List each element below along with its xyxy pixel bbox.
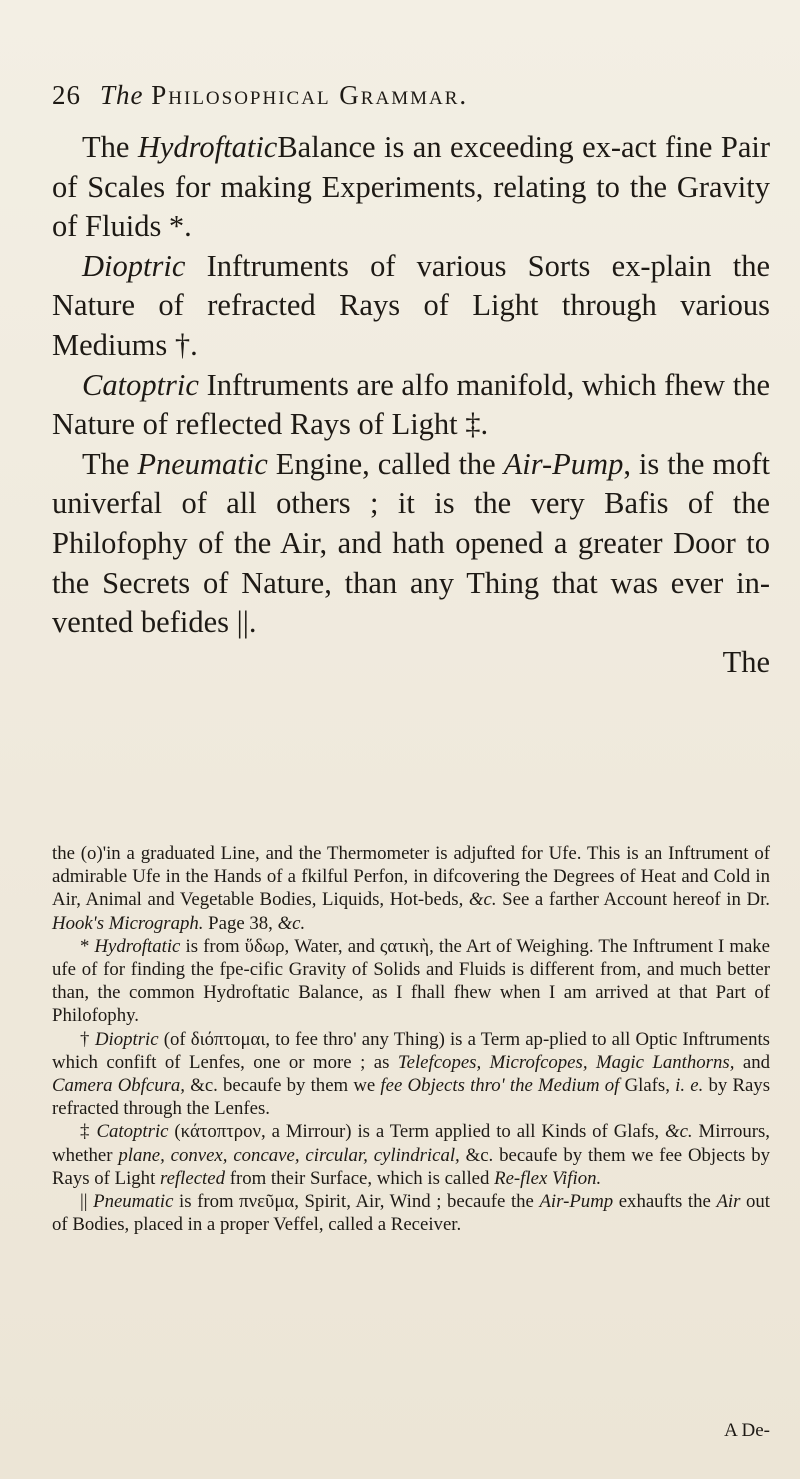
- running-head-the: The: [100, 80, 144, 110]
- footnote-dioptric: † Dioptric (of διόπτομαι, to fee thro' any Thing) is a Term ap-plied to all Optic Inftruments which confift of Lenfes, one or more ; as Telefcopes, Microfcopes, Magic Lanthorns, and Camera Obfcura, &c. becaufe by them we fee Objects thro' the Medium of Glafs, i. e. by Rays refracted through the Lenfes.: [52, 1028, 771, 1120]
- term-air-pump: Air-Pump: [503, 446, 624, 481]
- term-catoptric: Catoptric: [82, 367, 199, 402]
- footnote-catchword: A De-: [724, 1420, 770, 1441]
- footnote-hydrostatic: * Hydroftatic is from ὕδωρ, Water, and ςατικὴ, the Art of Weighing. The Inftrument I make ufe of for finding the fpe-cific Gravity of Solids and Fluids is different from, and much better than, the common Hydroftatic Balance, as I fhall fhew when I am arrived at that Part of Philofophy.: [52, 935, 771, 1027]
- term-hydrostatic: Hydroftatic: [137, 130, 278, 164]
- main-text: [52, 128, 770, 682]
- footnotes: [52, 842, 770, 1236]
- paragraph-pneumatic: The Pneumatic Engine, called the Air-Pump, is the moft univerfal of all others ; it is the very Bafis of the Philofophy of the Air, and hath opened a greater Door to the Secrets of Nature, than any Thing that was ever in-vented befides ||.: [52, 446, 770, 640]
- running-head: [100, 80, 468, 111]
- ref-hook-micrograph: Hook's Micrograph.: [52, 912, 204, 934]
- footnote-catoptric: ‡ Catoptric (κάτοπτρον, a Mirrour) is a Term applied to all Kinds of Glafs, &c. Mirrours, whether plane, convex, concave, circular, cylindrical, &c. becaufe by them we fee Objects by Rays of Light reflected from their Surface, which is called Re-flex Vifion.: [52, 1121, 770, 1189]
- term-dioptric: Dioptric: [82, 248, 186, 283]
- paragraph-catoptric: Catoptric Inftruments are alfo manifold, which fhew the Nature of reflected Rays of Light ‡.: [52, 367, 770, 442]
- page-number: 26: [52, 80, 81, 110]
- footnote-continued: the (o)'in a graduated Line, and the Thermometer is adjufted for Ufe. This is an Inftrument of admirable Ufe in the Hands of a fkilful Perfon, in difcovering the Degrees of Heat and Cold in Air, Animal and Vegetable Bodies, Liquids, Hot-beds, &c. See a farther Account hereof in Dr. Hook's Micrograph. Page 38, &c.: [52, 843, 771, 934]
- term-pneumatic: Pneumatic: [137, 446, 268, 481]
- paragraph-hydrostatic: The HydroftaticBalance is an exceeding ex-act fine Pair of Scales for making Experiments, relating to the Gravity of Fluids *.: [52, 130, 770, 244]
- footnote-pneumatic: || Pneumatic is from πνεῦμα, Spirit, Air, Wind ; becaufe the Air-Pump exhaufts the Air out of Bodies, placed in a proper Veffel, called a Receiver.: [52, 1191, 771, 1236]
- running-head-title: Philosophical Grammar.: [151, 80, 469, 110]
- paragraph-dioptric: Dioptric Inftruments of various Sorts ex-plain the Nature of refracted Rays of Light through various Mediums †.: [52, 248, 770, 362]
- main-catchword: The: [722, 644, 770, 679]
- page-header: [52, 80, 772, 120]
